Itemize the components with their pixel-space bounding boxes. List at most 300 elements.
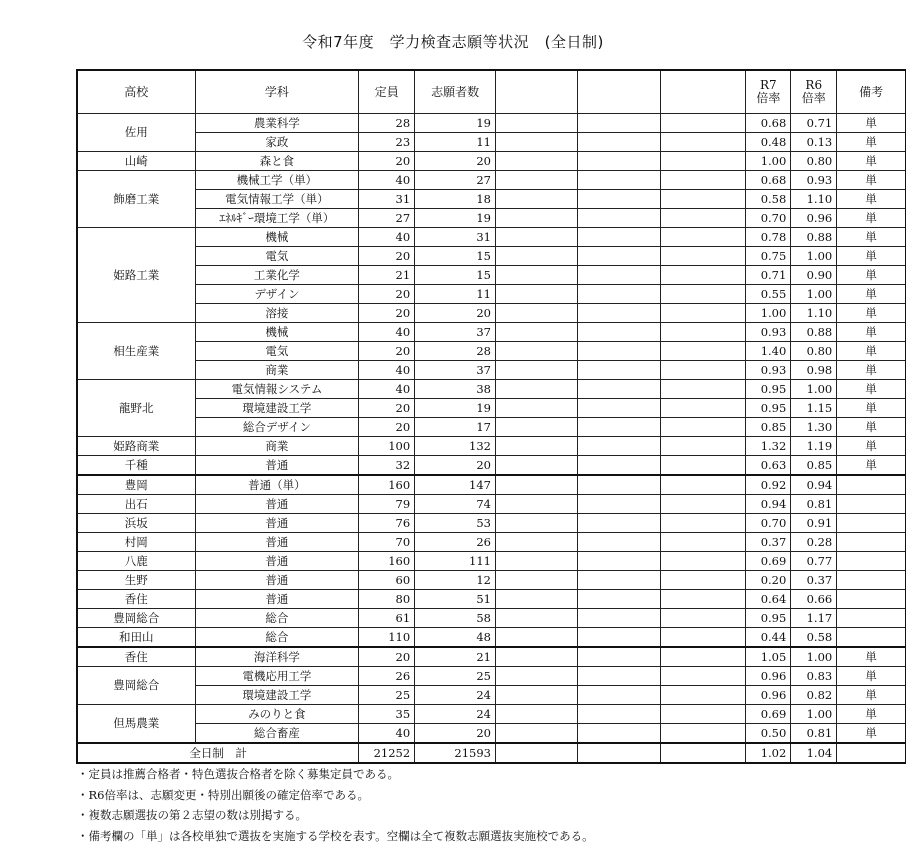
r7-ratio-cell: 0.78 bbox=[746, 228, 791, 247]
blank-cell bbox=[495, 571, 577, 590]
department-cell: 総合 bbox=[195, 609, 359, 628]
blank-cell bbox=[578, 514, 660, 533]
remarks-cell bbox=[837, 533, 906, 552]
blank-cell bbox=[495, 209, 577, 228]
blank-cell bbox=[660, 571, 745, 590]
remarks-cell: 単 bbox=[837, 399, 906, 418]
header-r7-ratio-label: 倍率 bbox=[756, 91, 781, 105]
blank-cell bbox=[495, 743, 577, 763]
header-blank-2 bbox=[578, 71, 660, 114]
total-row bbox=[78, 743, 906, 763]
department-cell: 商業 bbox=[195, 437, 359, 456]
total-capacity-cell: 21252 bbox=[359, 743, 415, 763]
applicants-cell: 28 bbox=[415, 342, 496, 361]
blank-cell bbox=[495, 361, 577, 380]
blank-cell bbox=[578, 628, 660, 648]
blank-cell bbox=[495, 323, 577, 342]
table-row bbox=[78, 456, 906, 476]
blank-cell bbox=[495, 628, 577, 648]
r6-ratio-cell: 0.90 bbox=[791, 266, 837, 285]
capacity-cell: 20 bbox=[359, 285, 415, 304]
table-row bbox=[78, 304, 906, 323]
blank-cell bbox=[578, 342, 660, 361]
r7-ratio-cell: 0.68 bbox=[746, 171, 791, 190]
school-name-cell: 和田山 bbox=[78, 628, 196, 648]
r6-ratio-cell: 1.30 bbox=[791, 418, 837, 437]
blank-cell bbox=[495, 152, 577, 171]
department-cell: 家政 bbox=[195, 133, 359, 152]
r7-ratio-cell: 0.68 bbox=[746, 114, 791, 133]
applicants-cell: 11 bbox=[415, 285, 496, 304]
department-cell: 機械 bbox=[195, 228, 359, 247]
blank-cell bbox=[660, 228, 745, 247]
table-row bbox=[78, 437, 906, 456]
table-row bbox=[78, 133, 906, 152]
capacity-cell: 20 bbox=[359, 647, 415, 667]
remarks-cell: 単 bbox=[837, 686, 906, 705]
r6-ratio-cell: 0.66 bbox=[791, 590, 837, 609]
department-cell: 商業 bbox=[195, 361, 359, 380]
r7-ratio-cell: 0.55 bbox=[746, 285, 791, 304]
r6-ratio-cell: 0.93 bbox=[791, 171, 837, 190]
department-cell: 電気 bbox=[195, 342, 359, 361]
remarks-cell: 単 bbox=[837, 437, 906, 456]
blank-cell bbox=[660, 399, 745, 418]
applicants-cell: 19 bbox=[415, 114, 496, 133]
blank-cell bbox=[578, 399, 660, 418]
blank-cell bbox=[660, 647, 745, 667]
blank-cell bbox=[495, 495, 577, 514]
department-cell: 森と食 bbox=[195, 152, 359, 171]
table-row bbox=[78, 285, 906, 304]
r7-ratio-cell: 1.00 bbox=[746, 304, 791, 323]
blank-cell bbox=[660, 705, 745, 724]
blank-cell bbox=[660, 171, 745, 190]
r6-ratio-cell: 1.00 bbox=[791, 247, 837, 266]
remarks-cell bbox=[837, 514, 906, 533]
department-cell: 機械 bbox=[195, 323, 359, 342]
blank-cell bbox=[660, 475, 745, 495]
table-row bbox=[78, 628, 906, 648]
applicants-cell: 20 bbox=[415, 152, 496, 171]
school-name-cell: 生野 bbox=[78, 571, 196, 590]
remarks-cell: 単 bbox=[837, 285, 906, 304]
applicants-cell: 38 bbox=[415, 380, 496, 399]
applicants-cell: 147 bbox=[415, 475, 496, 495]
table-row bbox=[78, 228, 906, 247]
department-cell: 農業科学 bbox=[195, 114, 359, 133]
blank-cell bbox=[660, 323, 745, 342]
r6-ratio-cell: 0.37 bbox=[791, 571, 837, 590]
remarks-cell: 単 bbox=[837, 380, 906, 399]
department-cell: 普通 bbox=[195, 533, 359, 552]
blank-cell bbox=[578, 418, 660, 437]
r7-ratio-cell: 0.69 bbox=[746, 705, 791, 724]
blank-cell bbox=[495, 667, 577, 686]
capacity-cell: 76 bbox=[359, 514, 415, 533]
r6-ratio-cell: 0.80 bbox=[791, 342, 837, 361]
applicants-cell: 17 bbox=[415, 418, 496, 437]
department-cell: 溶接 bbox=[195, 304, 359, 323]
blank-cell bbox=[578, 552, 660, 571]
blank-cell bbox=[578, 285, 660, 304]
blank-cell bbox=[578, 304, 660, 323]
r7-ratio-cell: 0.93 bbox=[746, 323, 791, 342]
header-r6-ratio-label: 倍率 bbox=[801, 91, 826, 105]
footnote: ・複数志願選抜の第２志望の数は別掲する。 bbox=[77, 808, 307, 822]
department-cell: デザイン bbox=[195, 285, 359, 304]
blank-cell bbox=[495, 705, 577, 724]
department-cell: 電気情報工学（単） bbox=[195, 190, 359, 209]
blank-cell bbox=[578, 647, 660, 667]
r7-ratio-cell: 1.05 bbox=[746, 647, 791, 667]
capacity-cell: 40 bbox=[359, 724, 415, 744]
capacity-cell: 20 bbox=[359, 399, 415, 418]
table-row bbox=[78, 114, 906, 133]
r7-ratio-cell: 0.64 bbox=[746, 590, 791, 609]
r7-ratio-cell: 0.50 bbox=[746, 724, 791, 744]
capacity-cell: 26 bbox=[359, 667, 415, 686]
department-cell: 総合デザイン bbox=[195, 418, 359, 437]
blank-cell bbox=[495, 475, 577, 495]
remarks-cell: 単 bbox=[837, 361, 906, 380]
remarks-cell: 単 bbox=[837, 323, 906, 342]
applicants-cell: 48 bbox=[415, 628, 496, 648]
application-status-table bbox=[77, 70, 906, 763]
header-blank-1 bbox=[495, 71, 577, 114]
r6-ratio-cell: 0.83 bbox=[791, 667, 837, 686]
remarks-cell bbox=[837, 571, 906, 590]
table-row bbox=[78, 190, 906, 209]
remarks-cell: 単 bbox=[837, 171, 906, 190]
r7-ratio-cell: 0.94 bbox=[746, 495, 791, 514]
school-name-cell: 豊岡総合 bbox=[78, 609, 196, 628]
department-cell: 総合 bbox=[195, 628, 359, 648]
department-cell: 普通 bbox=[195, 552, 359, 571]
r6-ratio-cell: 1.00 bbox=[791, 380, 837, 399]
applicants-cell: 20 bbox=[415, 456, 496, 476]
capacity-cell: 31 bbox=[359, 190, 415, 209]
applicants-cell: 26 bbox=[415, 533, 496, 552]
applicants-cell: 20 bbox=[415, 724, 496, 744]
remarks-cell bbox=[837, 495, 906, 514]
r7-ratio-cell: 0.48 bbox=[746, 133, 791, 152]
applicants-cell: 21 bbox=[415, 647, 496, 667]
blank-cell bbox=[578, 667, 660, 686]
blank-cell bbox=[578, 190, 660, 209]
table-row bbox=[78, 247, 906, 266]
school-name-cell: 香住 bbox=[78, 647, 196, 667]
r6-ratio-cell: 1.00 bbox=[791, 647, 837, 667]
header-r6-label: R6 bbox=[805, 78, 823, 92]
applicants-cell: 58 bbox=[415, 609, 496, 628]
footnote: ・備考欄の「単」は各校単独で選抜を実施する学校を表す。空欄は全て複数志願選抜実施校である。 bbox=[77, 828, 594, 843]
r7-ratio-cell: 0.96 bbox=[746, 667, 791, 686]
applicants-cell: 24 bbox=[415, 705, 496, 724]
remarks-cell bbox=[837, 590, 906, 609]
remarks-cell: 単 bbox=[837, 114, 906, 133]
department-cell: 電気 bbox=[195, 247, 359, 266]
applicants-cell: 19 bbox=[415, 399, 496, 418]
blank-cell bbox=[578, 533, 660, 552]
school-name-cell: 龍野北 bbox=[78, 380, 196, 437]
header-school: 高校 bbox=[78, 71, 196, 114]
blank-cell bbox=[495, 647, 577, 667]
school-name-cell: 佐用 bbox=[78, 114, 196, 152]
department-cell: ｴﾈﾙｷﾞｰ環境工学（単） bbox=[195, 209, 359, 228]
capacity-cell: 70 bbox=[359, 533, 415, 552]
blank-cell bbox=[660, 114, 745, 133]
blank-cell bbox=[495, 285, 577, 304]
table-header-row bbox=[78, 71, 906, 114]
capacity-cell: 27 bbox=[359, 209, 415, 228]
remarks-cell bbox=[837, 475, 906, 495]
r6-ratio-cell: 0.82 bbox=[791, 686, 837, 705]
blank-cell bbox=[578, 361, 660, 380]
table-row bbox=[78, 171, 906, 190]
capacity-cell: 35 bbox=[359, 705, 415, 724]
blank-cell bbox=[495, 190, 577, 209]
school-name-cell: 相生産業 bbox=[78, 323, 196, 380]
blank-cell bbox=[660, 743, 745, 763]
blank-cell bbox=[495, 456, 577, 476]
blank-cell bbox=[495, 399, 577, 418]
department-cell: 総合畜産 bbox=[195, 724, 359, 744]
r7-ratio-cell: 0.70 bbox=[746, 514, 791, 533]
blank-cell bbox=[578, 571, 660, 590]
r7-ratio-cell: 0.58 bbox=[746, 190, 791, 209]
applicants-cell: 37 bbox=[415, 361, 496, 380]
r6-ratio-cell: 0.94 bbox=[791, 475, 837, 495]
table-row bbox=[78, 475, 906, 495]
remarks-cell: 単 bbox=[837, 724, 906, 744]
remarks-cell: 単 bbox=[837, 705, 906, 724]
blank-cell bbox=[495, 552, 577, 571]
remarks-cell bbox=[837, 609, 906, 628]
blank-cell bbox=[660, 190, 745, 209]
table-row bbox=[78, 686, 906, 705]
r7-ratio-cell: 0.70 bbox=[746, 209, 791, 228]
table-row bbox=[78, 647, 906, 667]
blank-cell bbox=[495, 590, 577, 609]
department-cell: 普通 bbox=[195, 571, 359, 590]
blank-cell bbox=[578, 609, 660, 628]
blank-cell bbox=[660, 247, 745, 266]
r7-ratio-cell: 0.95 bbox=[746, 609, 791, 628]
blank-cell bbox=[660, 533, 745, 552]
r6-ratio-cell: 1.00 bbox=[791, 705, 837, 724]
blank-cell bbox=[495, 228, 577, 247]
total-remarks-cell bbox=[837, 743, 906, 763]
r6-ratio-cell: 1.17 bbox=[791, 609, 837, 628]
blank-cell bbox=[660, 686, 745, 705]
applicants-cell: 15 bbox=[415, 247, 496, 266]
blank-cell bbox=[660, 456, 745, 476]
total-label-cell: 全日制 計 bbox=[78, 743, 359, 763]
school-name-cell: 八鹿 bbox=[78, 552, 196, 571]
table-row bbox=[78, 209, 906, 228]
header-capacity: 定員 bbox=[359, 71, 415, 114]
applicants-cell: 20 bbox=[415, 304, 496, 323]
capacity-cell: 160 bbox=[359, 552, 415, 571]
r7-ratio-cell: 0.20 bbox=[746, 571, 791, 590]
remarks-cell: 単 bbox=[837, 209, 906, 228]
blank-cell bbox=[660, 667, 745, 686]
r7-ratio-cell: 1.00 bbox=[746, 152, 791, 171]
applicants-cell: 11 bbox=[415, 133, 496, 152]
blank-cell bbox=[495, 609, 577, 628]
r6-ratio-cell: 0.80 bbox=[791, 152, 837, 171]
applicants-cell: 27 bbox=[415, 171, 496, 190]
capacity-cell: 79 bbox=[359, 495, 415, 514]
r7-ratio-cell: 0.75 bbox=[746, 247, 791, 266]
r6-ratio-cell: 0.77 bbox=[791, 552, 837, 571]
applicants-cell: 37 bbox=[415, 323, 496, 342]
capacity-cell: 20 bbox=[359, 247, 415, 266]
blank-cell bbox=[495, 437, 577, 456]
table-row bbox=[78, 724, 906, 744]
blank-cell bbox=[660, 437, 745, 456]
capacity-cell: 160 bbox=[359, 475, 415, 495]
table-row bbox=[78, 399, 906, 418]
table-row bbox=[78, 152, 906, 171]
department-cell: 海洋科学 bbox=[195, 647, 359, 667]
r7-ratio-cell: 0.95 bbox=[746, 399, 791, 418]
r6-ratio-cell: 0.96 bbox=[791, 209, 837, 228]
applicants-cell: 31 bbox=[415, 228, 496, 247]
blank-cell bbox=[578, 724, 660, 744]
blank-cell bbox=[495, 304, 577, 323]
capacity-cell: 40 bbox=[359, 323, 415, 342]
applicants-cell: 132 bbox=[415, 437, 496, 456]
r6-ratio-cell: 0.71 bbox=[791, 114, 837, 133]
r6-ratio-cell: 0.28 bbox=[791, 533, 837, 552]
remarks-cell bbox=[837, 552, 906, 571]
capacity-cell: 40 bbox=[359, 228, 415, 247]
blank-cell bbox=[578, 323, 660, 342]
department-cell: 普通 bbox=[195, 514, 359, 533]
remarks-cell: 単 bbox=[837, 418, 906, 437]
blank-cell bbox=[578, 266, 660, 285]
remarks-cell: 単 bbox=[837, 190, 906, 209]
blank-cell bbox=[495, 724, 577, 744]
applicants-cell: 51 bbox=[415, 590, 496, 609]
blank-cell bbox=[660, 418, 745, 437]
header-applicants: 志願者数 bbox=[415, 71, 496, 114]
school-name-cell: 千種 bbox=[78, 456, 196, 476]
capacity-cell: 80 bbox=[359, 590, 415, 609]
table-row bbox=[78, 342, 906, 361]
table-row bbox=[78, 495, 906, 514]
school-name-cell: 出石 bbox=[78, 495, 196, 514]
r6-ratio-cell: 0.91 bbox=[791, 514, 837, 533]
r6-ratio-cell: 0.81 bbox=[791, 495, 837, 514]
header-r7-label: R7 bbox=[760, 78, 777, 92]
blank-cell bbox=[578, 209, 660, 228]
applicants-cell: 53 bbox=[415, 514, 496, 533]
blank-cell bbox=[495, 266, 577, 285]
r7-ratio-cell: 0.37 bbox=[746, 533, 791, 552]
blank-cell bbox=[495, 418, 577, 437]
blank-cell bbox=[495, 171, 577, 190]
blank-cell bbox=[660, 209, 745, 228]
r6-ratio-cell: 1.00 bbox=[791, 285, 837, 304]
r6-ratio-cell: 0.13 bbox=[791, 133, 837, 152]
department-cell: 工業化学 bbox=[195, 266, 359, 285]
blank-cell bbox=[495, 686, 577, 705]
table-row bbox=[78, 609, 906, 628]
capacity-cell: 20 bbox=[359, 418, 415, 437]
table-row bbox=[78, 533, 906, 552]
applicants-cell: 25 bbox=[415, 667, 496, 686]
capacity-cell: 100 bbox=[359, 437, 415, 456]
remarks-cell: 単 bbox=[837, 228, 906, 247]
blank-cell bbox=[495, 342, 577, 361]
header-blank-3 bbox=[660, 71, 745, 114]
r7-ratio-cell: 0.96 bbox=[746, 686, 791, 705]
r7-ratio-cell: 0.63 bbox=[746, 456, 791, 476]
department-cell: 環境建設工学 bbox=[195, 686, 359, 705]
department-cell: 普通 bbox=[195, 495, 359, 514]
r6-ratio-cell: 1.19 bbox=[791, 437, 837, 456]
remarks-cell: 単 bbox=[837, 304, 906, 323]
table-row bbox=[78, 590, 906, 609]
capacity-cell: 20 bbox=[359, 342, 415, 361]
r7-ratio-cell: 0.85 bbox=[746, 418, 791, 437]
department-cell: 機械工学（単） bbox=[195, 171, 359, 190]
remarks-cell: 単 bbox=[837, 647, 906, 667]
blank-cell bbox=[495, 533, 577, 552]
blank-cell bbox=[660, 724, 745, 744]
school-name-cell: 香住 bbox=[78, 590, 196, 609]
r6-ratio-cell: 1.15 bbox=[791, 399, 837, 418]
table-row bbox=[78, 266, 906, 285]
capacity-cell: 60 bbox=[359, 571, 415, 590]
applicants-cell: 19 bbox=[415, 209, 496, 228]
r6-ratio-cell: 0.85 bbox=[791, 456, 837, 476]
total-r6-ratio-cell: 1.04 bbox=[791, 743, 837, 763]
r7-ratio-cell: 0.92 bbox=[746, 475, 791, 495]
applicants-cell: 12 bbox=[415, 571, 496, 590]
school-name-cell: 姫路商業 bbox=[78, 437, 196, 456]
capacity-cell: 40 bbox=[359, 171, 415, 190]
header-r7-ratio bbox=[746, 71, 791, 114]
header-department: 学科 bbox=[195, 71, 359, 114]
remarks-cell: 単 bbox=[837, 133, 906, 152]
applicants-cell: 18 bbox=[415, 190, 496, 209]
applicants-cell: 24 bbox=[415, 686, 496, 705]
blank-cell bbox=[578, 437, 660, 456]
blank-cell bbox=[578, 152, 660, 171]
header-remarks: 備考 bbox=[837, 71, 906, 114]
capacity-cell: 40 bbox=[359, 361, 415, 380]
r7-ratio-cell: 0.95 bbox=[746, 380, 791, 399]
capacity-cell: 25 bbox=[359, 686, 415, 705]
school-name-cell: 飾磨工業 bbox=[78, 171, 196, 228]
table-row bbox=[78, 380, 906, 399]
blank-cell bbox=[578, 133, 660, 152]
remarks-cell: 単 bbox=[837, 266, 906, 285]
table-row bbox=[78, 514, 906, 533]
table-row bbox=[78, 552, 906, 571]
applicants-cell: 74 bbox=[415, 495, 496, 514]
r7-ratio-cell: 1.32 bbox=[746, 437, 791, 456]
footnote: ・定員は推薦合格者・特色選抜合格者を除く募集定員である。 bbox=[77, 767, 399, 781]
department-cell: 普通 bbox=[195, 590, 359, 609]
r7-ratio-cell: 0.44 bbox=[746, 628, 791, 648]
r6-ratio-cell: 0.58 bbox=[791, 628, 837, 648]
r6-ratio-cell: 1.10 bbox=[791, 190, 837, 209]
